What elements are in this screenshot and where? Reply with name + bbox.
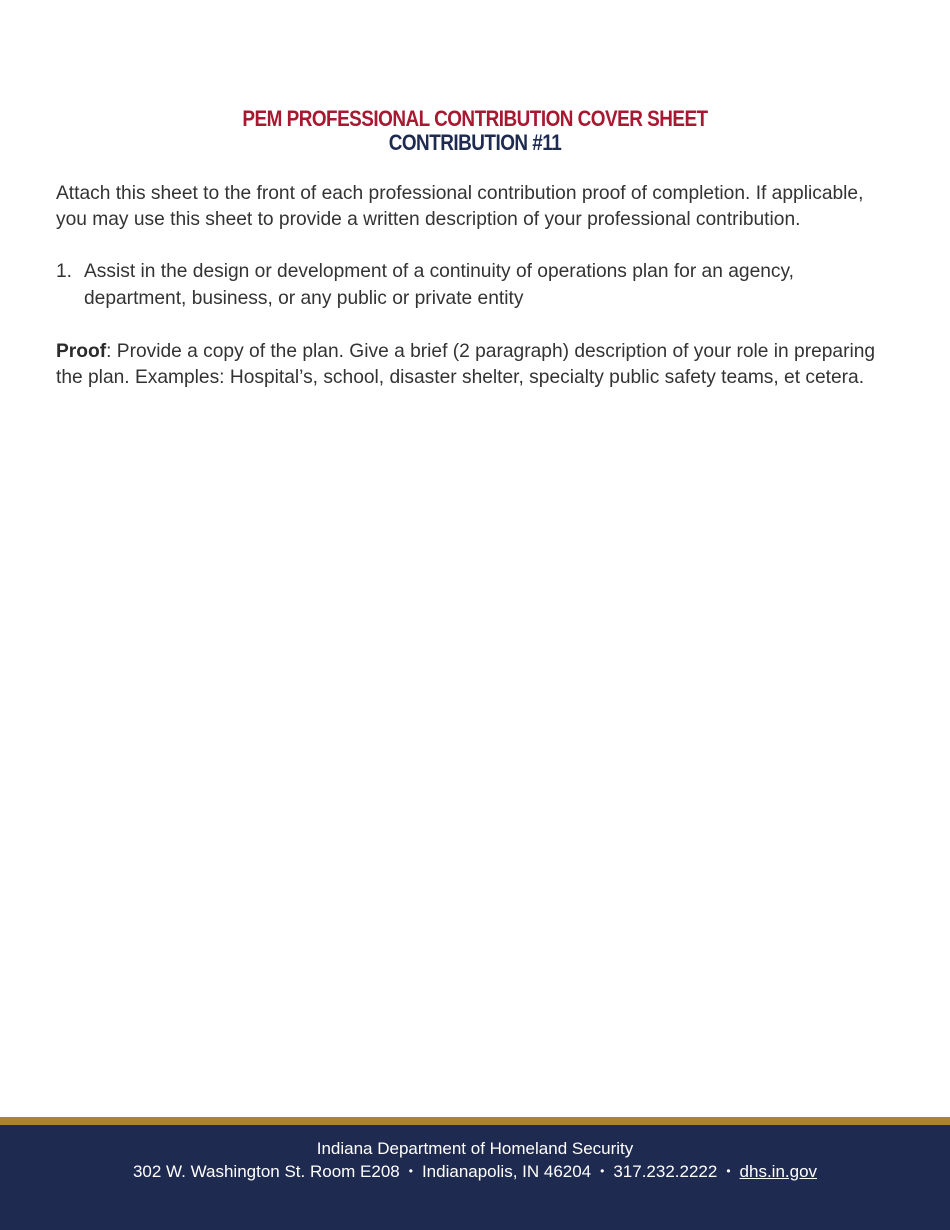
footer-separator: • bbox=[726, 1164, 731, 1178]
footer-city: Indianapolis, IN 46204 bbox=[421, 1162, 592, 1181]
proof-paragraph bbox=[56, 339, 876, 391]
footer-separator: • bbox=[600, 1164, 605, 1178]
page-title: PEM PROFESSIONAL CONTRIBUTION COVER SHEET bbox=[242, 106, 708, 131]
footer bbox=[0, 1125, 950, 1230]
list-item-text: Assist in the design or development of a continuity of operations plan for an agency, department, business, or any public or private entity bbox=[84, 261, 795, 309]
list-item-number: 1. bbox=[56, 261, 73, 283]
contribution-number: CONTRIBUTION #11 bbox=[388, 130, 562, 155]
footer-organization: Indiana Department of Homeland Security bbox=[316, 1139, 634, 1158]
website-link[interactable]: dhs.in.gov bbox=[739, 1162, 818, 1181]
document-body bbox=[56, 181, 876, 391]
footer-separator: • bbox=[408, 1164, 413, 1178]
proof-text: : Provide a copy of the plan. Give a brief (2 paragraph) description of your role in preparing the plan. Examples: Hospital’s, school, disaster shelter, specialty public safety teams, et cetera. bbox=[56, 340, 876, 389]
intro-paragraph: Attach this sheet to the front of each professional contribution proof of completion. If applicable, you may use this sheet to provide a written description of your professional contribution. bbox=[56, 183, 864, 231]
footer-phone: 317.232.2222 bbox=[613, 1162, 718, 1181]
footer-contact-line bbox=[0, 1160, 950, 1183]
page-header bbox=[0, 106, 950, 156]
footer-address: 302 W. Washington St. Room E208 bbox=[132, 1162, 400, 1181]
proof-label: Proof bbox=[56, 340, 107, 362]
list-item bbox=[56, 259, 876, 311]
footer-gold-stripe bbox=[0, 1117, 950, 1125]
